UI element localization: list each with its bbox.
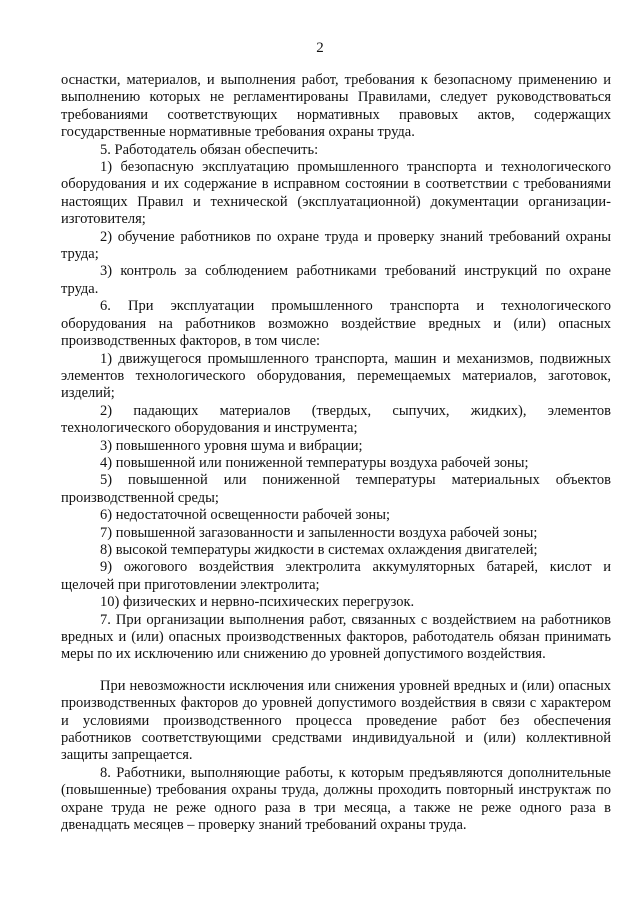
clause-6: 6. При эксплуатации промышленного транспорта и технологического оборудования на работников возможно воздействие вредных и (или) опасных производственных факторов, в том числе: <box>61 298 611 350</box>
clause-6-item-6: 6) недостаточной освещенности рабочей зоны; <box>100 507 391 524</box>
clause-6-item-3: 3) повышенного уровня шума и вибрации; <box>100 437 363 454</box>
clause-6-item-9: 9) ожогового воздействия электролита аккумуляторных батарей, кислот и щелочей при приготовлении электролита; <box>61 559 611 593</box>
clause-6-item-1: 1) движущегося промышленного транспорта, машин и механизмов, подвижных элементов технологического оборудования, перемещаемых материалов, заготовок, изделий; <box>61 350 611 402</box>
clause-5-item-3: 3) контроль за соблюдением работниками требований инструкций по охране труда. <box>61 263 611 297</box>
clause-6-item-4: 4) повышенной или пониженной температуры воздуха рабочей зоны; <box>100 454 529 471</box>
clause-7: 7. При организации выполнения работ, связанных с воздействием на работников вредных и (или) опасных производственных факторов, работодатель обязан принимать меры по их исключению или снижению до уровней допустимого воздействия. <box>61 611 611 663</box>
clause-8: 8. Работники, выполняющие работы, к которым предъявляются дополнительные (повышенные) требования охраны труда, должны проходить повторный инструктаж по охране труда не реже одного раза в три месяца, а также не реже одного раза в двенадцать месяцев – проверку знаний требований охраны труда. <box>61 764 611 834</box>
clause-6-item-7: 7) повышенной загазованности и запыленности воздуха рабочей зоны; <box>100 524 538 541</box>
clause-5-item-2: 2) обучение работников по охране труда и проверку знаний требований охраны труда; <box>61 228 611 263</box>
page-number: 2 <box>316 40 324 56</box>
clause-6-item-8: 8) высокой температуры жидкости в системах охлаждения двигателей; <box>100 541 538 558</box>
clause-6-item-10: 10) физических и нервно-психических перегрузок. <box>100 594 415 611</box>
clause-6-item-5: 5) повышенной или пониженной температуры материальных объектов производственной среды; <box>61 472 611 506</box>
clause-6-item-2: 2) падающих материалов (твердых, сыпучих, жидких), элементов технологического оборудования и инструмента; <box>61 402 611 437</box>
document-body <box>61 72 611 834</box>
clause-7-paragraph-2: При невозможности исключения или снижения уровней вредных и (или) опасных производственных факторов до уровней допустимого воздействия в связи с характером и условиями производственного процесса проведение работ без обеспечения работников соответствующими средствами индивидуальной и (или) коллективной защиты запрещается. <box>61 677 611 764</box>
clause-5-item-1: 1) безопасную эксплуатацию промышленного транспорта и технологического оборудования и их содержание в исправном состоянии в соответствии с требованиями настоящих Правил и технической (эксплуатационной) документации организации-изготовителя; <box>61 159 611 228</box>
clause-5: 5. Работодатель обязан обеспечить: <box>100 141 319 158</box>
paragraph-continuation: оснастки, материалов, и выполнения работ, требования к безопасному применению и выполнению которых не регламентированы Правилами, следует руководствоваться требованиями соответствующих нормативных правовых актов, содержащих государственные нормативные требования охраны труда. <box>61 72 611 141</box>
